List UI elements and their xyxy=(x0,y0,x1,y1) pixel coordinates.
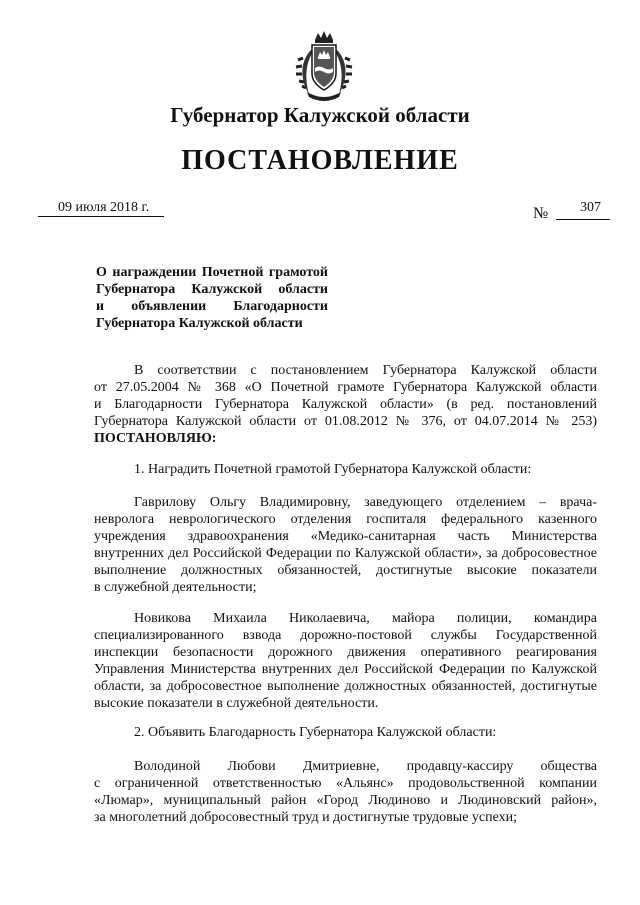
text-line: Новикова Михаила Николаевича, майора полиции, командира xyxy=(134,611,597,626)
award-paragraph-2 xyxy=(94,610,597,712)
subject-line: Губернатора Калужской области xyxy=(96,282,328,297)
issuing-authority: Губернатор Калужской области xyxy=(170,103,470,127)
text-line: в служебной деятельности; xyxy=(94,580,257,595)
text-line: инспекции безопасности дорожного движения оперативного реагирования xyxy=(94,645,597,660)
text-line: области, за добросовестное выполнение должностных обязанностей, достигнутые xyxy=(94,679,597,694)
text-line: невролога неврологического отделения госпиталя федерального казенного xyxy=(94,512,597,527)
document-number: 307 xyxy=(580,200,601,215)
date-underline xyxy=(38,216,164,217)
number-underline xyxy=(556,219,610,220)
document-subject xyxy=(96,264,328,332)
text-line: выполнение должностных обязанностей, достигнутые высокие показатели xyxy=(94,563,597,578)
document-type-title: ПОСТАНОВЛЕНИЕ xyxy=(181,145,459,176)
decree-word: ПОСТАНОВЛЯЮ: xyxy=(94,431,217,446)
subject-line: О награждении Почетной грамотой xyxy=(96,265,328,280)
award-paragraph-1 xyxy=(94,494,597,596)
item-1-heading: 1. Наградить Почетной грамотой Губернатора Калужской области: xyxy=(134,462,532,477)
item-2-heading-block xyxy=(94,724,597,741)
text-line: учреждения здравоохранения «Медико-санитарная часть Министерства xyxy=(94,529,597,544)
document-date: 09 июля 2018 г. xyxy=(58,200,150,215)
number-sign: № xyxy=(533,205,549,222)
text-line: «Люмар», муниципальный район «Город Людиново и Людиновский район», xyxy=(94,793,597,808)
subject-line: Губернатора Калужской области xyxy=(96,316,303,331)
text-line: внутренних дел Российской Федерации по Калужской области», за добросовестное xyxy=(94,546,597,561)
item-1-heading-block xyxy=(94,461,597,478)
text-line: Гаврилову Ольгу Владимировну, заведующего отделением – врача- xyxy=(134,495,597,510)
text-line: Губернатора Калужской области от 01.08.2012 № 376, от 04.07.2014 № 253) xyxy=(94,414,597,429)
text-line: и Благодарности Губернатора Калужской области» (в ред. постановлений xyxy=(94,397,597,412)
thanks-paragraph-1 xyxy=(94,758,597,826)
text-line: от 27.05.2004 № 368 «О Почетной грамоте Губернатора Калужской области xyxy=(94,380,597,395)
text-line: Управления Министерства внутренних дел Российской Федерации по Калужской xyxy=(94,662,597,677)
text-line: специализированного взвода дорожно-постовой службы Государственной xyxy=(94,628,597,643)
text-line: высокие показатели в служебной деятельности. xyxy=(94,696,379,711)
text-line: с ограниченной ответственностью «Альянс» продовольственной компании xyxy=(94,776,597,791)
item-2-heading: 2. Объявить Благодарность Губернатора Калужской области: xyxy=(134,725,497,740)
preamble-paragraph xyxy=(94,362,597,447)
text-line: Володиной Любови Дмитриевне, продавцу-кассиру общества xyxy=(134,759,597,774)
text-line: за многолетний добросовестный труд и достигнутые трудовые успехи; xyxy=(94,810,518,825)
subject-line: и объявлении Благодарности xyxy=(96,299,328,314)
text-line: В соответствии с постановлением Губернатора Калужской области xyxy=(134,363,597,378)
coat-of-arms-emblem xyxy=(293,30,355,104)
